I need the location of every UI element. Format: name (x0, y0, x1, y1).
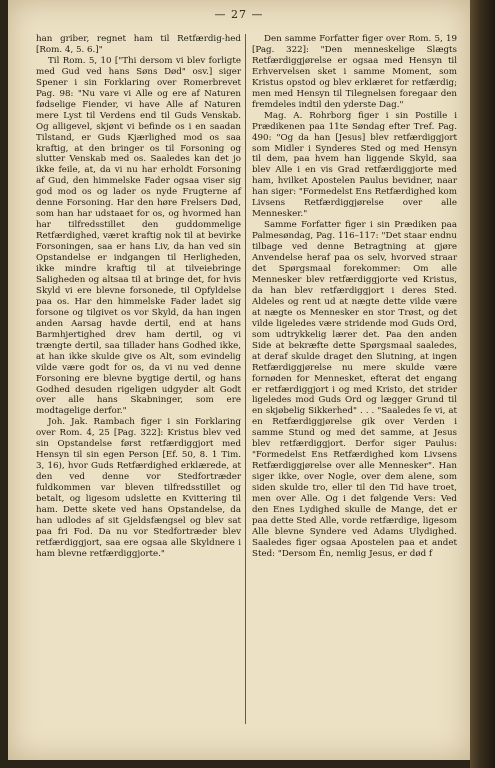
left-column (36, 34, 241, 560)
paragraph: Til Rom. 5, 10 ["Thi dersom vi blev forligte med Gud ved hans Søns Død" osv.] siger Spener i sin Forklaring over Romerbrevet Pag. 98: "Nu vare vi Alle og ere af Naturen fødselige Fiender, vi have Alle af Naturen mere Lyst til Verdens end til Guds Venskab. Og alligevel, skjønt vi befinde os i en saadan Tilstand, er Guds Kjærlighed mod os saa kraftig, at den bringer os til Forsoning og slutter Venskab med os. Saaledes kan det jo ikke feile, at, da vi nu har erholdt Forsoning af Gud, den himmelske Fader ogsaa viser sig god mod os og lader os nyde Frugterne af denne Forsoning. Har den høre Frelsers Død, som han har udstaaet for os, og hvormed han har tilfredsstillet den guddommelige Retfærdighed, været kraftig nok til at bevirke Forsoningen, saa er hans Liv, da han ved sin Opstandelse er indgangen til Herligheden, ikke mindre kraftig til at tilveiebringe Saligheden og altsaa til at bringe det, for hvis Skyld vi ere blevne forsonede, til Opfyldelse paa os. Har den himmelske Fader ladet sig forsone og tilgivet os vor Skyld, da han ingen anden Aarsag havde dertil, end at hans Barmhjertighed drev ham dertil, og vi trængte dertil, saa tillader hans Godhed ikke, at han ikke skulde give os Alt, som evindelig vilde være godt for os, da vi nu ved denne Forsoning ere blevne bygtige dertil, og hans Godhed desuden rigeligen udgyder alt Godt over alle hans Skabninger, som ere modtagelige derfor." (36, 55, 241, 417)
page-number: — 27 — (214, 8, 264, 21)
paragraph: Den samme Forfatter figer over Rom. 5, 19 [Pag. 322]: "Den menneskelige Slægts Retfærdiggjørelse er ogsaa med Hensyn til Erhvervelsen sket i samme Moment, som Kristus opstod og blev erklæret for retfærdig; men med Hensyn til Tilegnelsen foregaar den fremdeles indtil den yderste Dag." (252, 34, 457, 110)
book-spine (470, 0, 495, 768)
paragraph: Joh. Jak. Rambach figer i sin Forklaring over Rom. 4, 25 [Pag. 322]: Kristus blev ved sin Opstandelse først retfærdiggjort med Hensyn til sin egen Person [Ef. 50, 8. 1 Tim. 3, 16), hvor Guds Retfærdighed erklærede, at den ved denne vor Stedfortræder fuldkommen var bleven tilfredsstillet og betalt, og ligesom udslette en Kvittering til ham. Dette skete ved hans Opstandelse, da han udlodes af sit Gjeldsfængsel og blev sat paa fri Fod. Da nu vor Stedfortræder blev retfærdiggjort, saa ere ogsaa alle Skyldnere i ham blevne retfærdiggjorte." (36, 417, 241, 559)
book-page (8, 0, 470, 760)
column-divider (245, 34, 246, 724)
paragraph: han griber, regnet ham til Retfærdig-hed [Rom. 4, 5. 6.]" (36, 34, 241, 55)
paragraph: Samme Forfatter figer i sin Prædiken paa Palmesøndag, Pag. 116–117: "Det staar endnu tilbage ved denne Betragtning at gjøre Anvendelse heraf paa os selv, hvorved straar det Spørgsmaal forekommer: Om alle Mennesker blev retfærdiggjorte ved Kristus, da han blev retfærdiggjort i deres Sted. Aldeles og rent ud at nægte dette vilde være at nægte os Mennesker en stor Trøst, og det vilde ligeledes være stridende mod Guds Ord, som udtrykkelig lærer det. Paa den anden Side at bekræfte dette Spørgsmaal saaledes, at deraf skulde draget den Slutning, at ingen Retfærdiggjørelse nu mere skulde være fornøden for Mennesket, efterat det engang er retfærdiggjort i og med Kristo, det strider ligeledes mod Guds Ord og lægger Grund til en skjøbelig Sikkerhed" . . . "Saaledes ſe vi, at en Retfærdiggjørelse gik over Verden i samme Stund og med det samme, at Jesus blev retfærdiggjort. Derfor siger Paulus: "Formedelst Ens Retfærdighed kom Livsens Retfærdiggjørelse over alle Mennesker". Han siger ikke, over Nogle, over dem alene, som siden skulde tro, eller til den Tid have troet, men over Alle. Og i det følgende Vers: Ved den Enes Lydighed skulle de Mange, det er paa dette Sted Alle, vorde retfærdige, ligesom Alle blevne Syndere ved Adams Ulydighed. Saaledes figer ogsaa Apostelen paa et andet Sted: "Dersom Én, nemlig Jesus, er død f (252, 220, 457, 559)
paragraph: Mag. A. Rohrborg figer i sin Postille i Prædikenen paa 11te Søndag efter Tref. Pag. 490: "Og da han [Jesus] blev retfærdiggjort som Midler i Synderes Sted og med Hensyn til dem, paa hvem han liggende Skyld, saa blev Alle i en vis Grad retfærdiggjorte med ham, hvilket Apostelen Paulus bevidner, naar han siger: "Formedelst Ens Retfærdighed kom Livsens Retfærdiggjørelse over alle Mennesker." (252, 110, 457, 220)
right-column (252, 34, 457, 560)
